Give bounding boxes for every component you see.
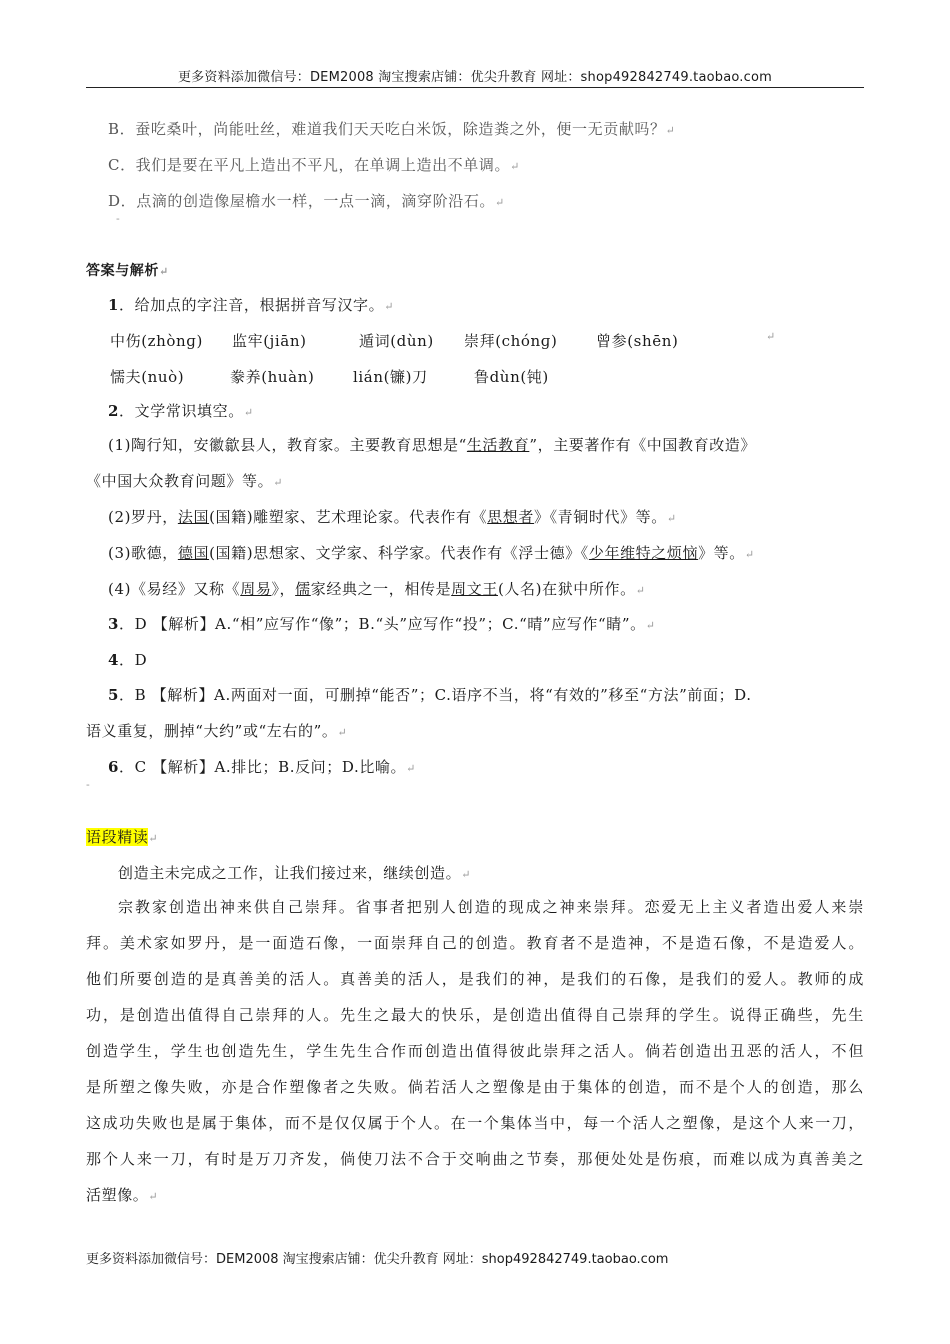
q2-item4: (4)《易经》又称《周易》，儒家经典之一，相传是周文王(人名)在狱中所作。↵: [108, 580, 646, 598]
reading-line-6: 是所塑之像失败，亦是合作塑像者之失败。倘若活人之塑像是由于集体的创造，而不是个人的创造，那么: [86, 1078, 864, 1096]
page-header: 更多资料添加微信号：DEM2008 淘宝搜索店铺：优尖升教育 网址：shop492842749.taobao.com: [177, 70, 773, 85]
q4-answer: 4．D: [108, 651, 148, 669]
empty-para-mark-2: -: [86, 778, 91, 791]
reading-line-9: 活塑像。↵: [86, 1186, 159, 1204]
q2-item2: (2)罗丹，法国(国籍)雕塑家、艺术理论家。代表作有《思想者》《青铜时代》等。↵: [108, 508, 677, 526]
option-c: C．我们是要在平凡上造出不平凡，在单调上造出不单调。↵: [108, 156, 520, 174]
reading-line-1: 宗教家创造出神来供自己崇拜。省事者把别人创造的现成之神来崇拜。恋爱无上主义者造出爱人来崇: [118, 898, 864, 916]
reading-title: 语段精读↵: [86, 828, 159, 846]
reading-line-8: 那个人来一刀，有时是万刀齐发，倘使刀法不合于交响曲之节奏，那便处处是伤痕，而难以成为真善美之: [86, 1150, 864, 1168]
reading-line-5: 创造学生，学生也创造先生，学生先生合作而创造出值得彼此崇拜之活人。倘若创造出丑恶的活人，不但: [86, 1042, 864, 1060]
q1-title: 1．给加点的字注音，根据拼音写汉字。↵: [108, 296, 395, 314]
q2-item1: (1)陶行知，安徽歙县人，教育家。主要教育思想是“生活教育”，主要著作有《中国教育改造》: [108, 436, 756, 454]
reading-line-4: 功，是创造出值得自己崇拜的人。先生之最大的快乐，是创造出值得自己崇拜的学生。说得正确些，先生: [86, 1006, 864, 1024]
q5-answer: 5．B 【解析】A.两面对一面，可删掉“能否”；C.语序不当，将“有效的”移至“方法”前面；D.: [108, 686, 752, 704]
reading-line-3: 他们所要创造的是真善美的活人。真善美的活人，是我们的神，是我们的石像，是我们的爱人。教师的成: [86, 970, 864, 988]
document-body: B．蚕吃桑叶，尚能吐丝，难道我们天天吃白米饭，除造粪之外，便一无贡献吗？↵ C．我们是要在平凡上造出不平凡，在单调上造出不单调。↵ D．点滴的创造像屋檐水一样，一点一滴，滴穿阶沿石。↵ - 答案与解析↵ 1．给加点的字注音，根据拼音写汉字。↵ 中伤(zhònɡ) 监牢(jiān) 遁词(dùn) 崇拜(chónɡ) 曾参(shēn) ↵ 懦夫(nuò) 豢养(huàn) lián(镰)刀 鲁dùn(钝) 2．文学常识填空。↵ (1)陶行知，安徽歙县人，教育家。主要教育思想是“生活教育”，主要著作有《中国教育改造》 《中国大众教育问题》等。↵ (2)罗丹，法国(国籍)雕塑家、艺术理论家。代表作有《思想者》《青铜时代》等。↵ (3)歌德，德国(国籍)思想家、文学家、科学家。代表作有《浮士德》《少年维特之烦恼》等。↵ (4)《易经》又称《周易》，儒家经典之一，相传是周文王(人名)在狱中所作。↵ 3．D 【解析】A.“相”应写作“像”；B.“头”应写作“投”；C.“晴”应写作“睛”。↵ 4．D 5．B 【解析】A.两面对一面，可删掉“能否”；C.语序不当，将“有效的”移至“方法”前面；D. 语义重复，删掉“大约”或“左右的”。↵ 6．C 【解析】A.排比；B.反问；D.比喻。↵ - 语段精读↵ 创造主未完成之工作，让我们接过来，继续创造。↵ 宗教家创造出神来供自己崇拜。省事者把别人创造的现成之神来崇拜。恋爱无上主义者造出爱人来崇 拜。美术家如罗丹，是一面造石像，一面崇拜自己的创造。教育者不是造神，不是造石像，不是造爱人。 他们所要创造的是真善美的活人。真善美的活人，是我们的神，是我们的石像，是我们的爱人。教师的成 功，是创造出值得自己崇拜的人。先生之最大的快乐，是创造出值得自己崇拜的学生。说得正确些，先生 创造学生，学生也创造先生，学生先生合作而创造出值得彼此崇拜之活人。倘若创造出丑恶的活人，不但 是所塑之像失败，亦是合作塑像者之失败。倘若活人之塑像是由于集体的创造，而不是个人的创造，那么 这成功失败也是属于集体，而不是仅仅属于个人。在一个集体当中，每一个活人之塑像，是这个人来一刀， 那个人来一刀，有时是万刀齐发，倘使刀法不合于交响曲之节奏，那便处处是伤痕，而难以成为真善美之 活塑像。↵: [86, 120, 864, 1204]
option-b: B．蚕吃桑叶，尚能吐丝，难道我们天天吃白米饭，除造粪之外，便一无贡献吗？↵: [108, 120, 676, 138]
q3-answer: 3．D 【解析】A.“相”应写作“像”；B.“头”应写作“投”；C.“晴”应写作“睛”。↵: [108, 615, 656, 633]
answers-title: 答案与解析↵: [86, 263, 169, 279]
reading-line-2: 拜。美术家如罗丹，是一面造石像，一面崇拜自己的创造。教育者不是造神，不是造石像，不是造爱人。: [86, 934, 864, 952]
reading-first-line: 创造主未完成之工作，让我们接过来，继续创造。↵: [118, 864, 472, 882]
option-d: D．点滴的创造像屋檐水一样，一点一滴，滴穿阶沿石。↵: [108, 192, 505, 210]
q2-item1-cont: 《中国大众教育问题》等。↵: [86, 472, 284, 490]
page-footer: 更多资料添加微信号：DEM2008 淘宝搜索店铺：优尖升教育 网址：shop492842749.taobao.com: [86, 1252, 669, 1267]
empty-para-mark: -: [116, 212, 121, 225]
q6-answer: 6．C 【解析】A.排比；B.反问；D.比喻。↵: [108, 758, 416, 776]
q5-answer-cont: 语义重复，删掉“大约”或“左右的”。↵: [86, 722, 348, 740]
reading-line-7: 这成功失败也是属于集体，而不是仅仅属于个人。在一个集体当中，每一个活人之塑像，是这个人来一刀，: [86, 1114, 864, 1132]
q2-title: 2．文学常识填空。↵: [108, 402, 254, 420]
q2-item3: (3)歌德，德国(国籍)思想家、文学家、科学家。代表作有《浮士德》《少年维特之烦恼》等。↵: [108, 544, 755, 562]
